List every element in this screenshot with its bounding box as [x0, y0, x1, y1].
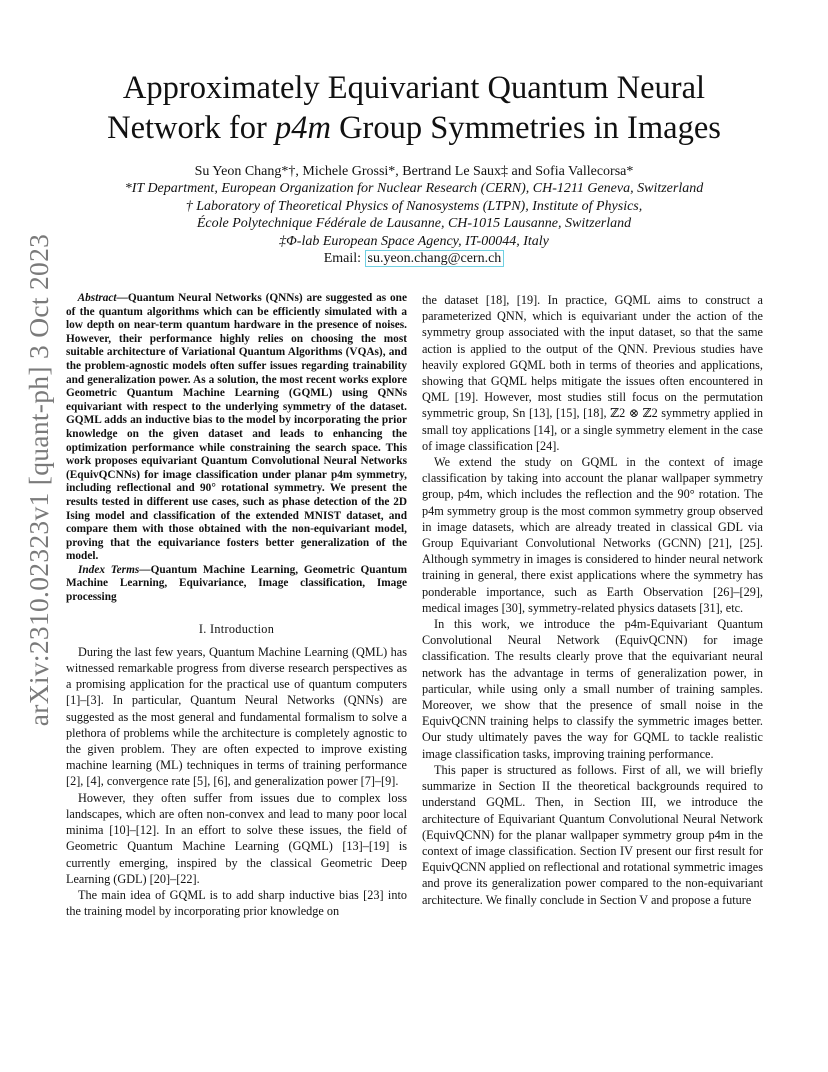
right-column — [422, 292, 763, 908]
index-terms — [66, 564, 407, 605]
intro-paragraph-1: During the last few years, Quantum Machine Learning (QML) has witnessed remarkable progress from diverse research perspectives as a promising application for the practical use of quantum computers [1]–[3]. In particular, Quantum Neural Networks (QNNs) are suggested as the most general and fundamental formalism to solve a plethora of problems while the architecture is completely agnostic to the given problem. They are often expected to improve existing machine learning (ML) techniques in terms of training performance [2], [4], convergence rate [5], [6], and generalization power [7]–[9]. — [66, 644, 407, 789]
email-line — [60, 250, 768, 267]
index-terms-heading: Index Terms — [78, 563, 140, 576]
body-paragraph-2: We extend the study on GQML in the context of image classification by taking into account the planar wallpaper symmetry group, p4m, which includes the reflection and the 90° rotation. The p4m symmetry group is the most common symmetry group observed in image datasets, which are already treated in classical GDL via Group Equivariant Convolutional Networks (GCNN) [21], [25]. Although symmetry in images is considered to hinder neural network training in general, there exist applications where the symmetry has ponderable importance, such as Earth Observation [26]–[29], medical images [30], symmetry-related physics datasets [31], etc. — [422, 455, 763, 615]
title-line-2-pre: Network for — [107, 110, 275, 146]
title-line-1: Approximately Equivariant Quantum Neural — [122, 70, 706, 106]
affiliation-1: *IT Department, European Organization for Nuclear Research (CERN), CH-1211 Geneva, Switzerland — [124, 181, 704, 197]
arxiv-id: arXiv:2310.02323v1 [quant-ph] 3 Oct 2023 — [23, 233, 54, 727]
title-math: p4m — [274, 110, 331, 146]
left-column — [66, 292, 407, 919]
email-label: Email: — [323, 251, 365, 267]
author-names: Su Yeon Chang*†, Michele Grossi*, Bertrand Le Saux‡ and Sofia Vallecorsa* — [194, 164, 634, 179]
body-paragraph-3: In this work, we introduce the p4m-Equivariant Quantum Convolutional Neural Network (EquivQCNN) for image classification. The results clearly prove that the equivariant neural network has the advantage in terms of generalization power, in particular, while using only a small number of training samples. Moreover, we show that the presence of small noise in the EquivQCNN training helps to classify the symmetric images better. Our study ultimately paves the way for GQML to tackle realistic image classification tasks, improving training performance. — [422, 617, 763, 761]
body-paragraph-1: the dataset [18], [19]. In practice, GQML aims to construct a parameterized QNN, which is equivariant under the action of the symmetry group associated with the input dataset, so that the same action is applied to the output of the QNN. Previous studies have heavily explored GQML both in terms of theories and applications, showing that GQML helps mitigate the issues often encountered in QML [19]. However, most studies still focus on the permutation symmetric group, Sn [13], [15], [18], ℤ2 ⊗ ℤ2 symmetry applied in small toy applications [14], or a single symmetry element in the case of image classification [24]. — [422, 293, 763, 453]
intro-paragraph-3: The main idea of GQML is to add sharp inductive bias [23] into the training model by incorporating prior knowledge on — [66, 887, 407, 919]
paper-title — [60, 68, 768, 148]
affiliation-4: ‡Φ-lab European Space Agency, IT-00044, Italy — [279, 233, 549, 249]
author-block — [60, 163, 768, 267]
abstract-heading: Abstract — [77, 292, 117, 304]
section-heading-introduction: I. Introduction — [198, 621, 275, 636]
title-line-2 — [60, 108, 768, 148]
email-link[interactable]: su.yeon.chang@cern.ch — [365, 250, 505, 267]
affiliation-2: † Laboratory of Theoretical Physics of Nanosystems (LTPN), Institute of Physics, — [185, 198, 643, 214]
index-terms-text: —Quantum Machine Learning, Geometric Quantum Machine Learning, Equivariance, Image classification, Image processing — [66, 563, 407, 604]
arxiv-sidebar-stamp — [23, 233, 54, 727]
abstract — [66, 292, 407, 564]
title-line-2-post: Group Symmetries in Images — [330, 110, 721, 146]
abstract-text: —Quantum Neural Networks (QNNs) are suggested as one of the quantum algorithms which can be efficiently simulated with a low depth on near-term quantum hardware in the presence of noises. However, their performance highly relies on choosing the most suitable architecture of Variational Quantum Algorithms (VQAs), and the problem-agnostic models often suffer issues regarding trainability and generalization power. As a solution, the most recent works explore Geometric Quantum Machine Learning (GQML) using QNNs equivariant with respect to the underlying symmetry of the dataset. GQML adds an inductive bias to the model by incorporating the prior knowledge on the given dataset and leads to enhancing the optimization performance while constraining the search space. This work proposes equivariant Quantum Convolutional Neural Networks (EquivQCNNs) for image classification under planar p4m symmetry, including reflectional and 90° rotational symmetry. We present the results tested in different use cases, such as phase detection of the 2D Ising model and classification of the extended MNIST dataset, and compare them with those obtained with the non-equivariant model, proving that the equivariance fosters better generalization of the model. — [66, 292, 407, 563]
intro-paragraph-2: However, they often suffer from issues due to complex loss landscapes, which are often non-convex and lead to many poor local minima [10]–[12]. In an effort to solve these issues, the field of Geometric Quantum Machine Learning (GQML) [13]–[19] is currently emerging, inspired by the classical Geometric Deep Learning (GDL) [20]–[22]. — [66, 790, 407, 886]
body-paragraph-4: This paper is structured as follows. First of all, we will briefly summarize in Section II the theoretical backgrounds required to understand GQML. Then, in Section III, we introduce the architecture of Equivariant Quantum Convolutional Neural Network (EquivQCNN) for the planar wallpaper symmetry group p4m in the context of image classification. Section IV present our first result for EquivQCNN applied on reflectional and rotational symmetric images and prove its generalization power compared to the non-equivariant architecture. We finally conclude in Section V and propose a future — [422, 762, 763, 907]
affiliation-3: École Polytechnique Fédérale de Lausanne, CH-1015 Lausanne, Switzerland — [196, 216, 632, 232]
